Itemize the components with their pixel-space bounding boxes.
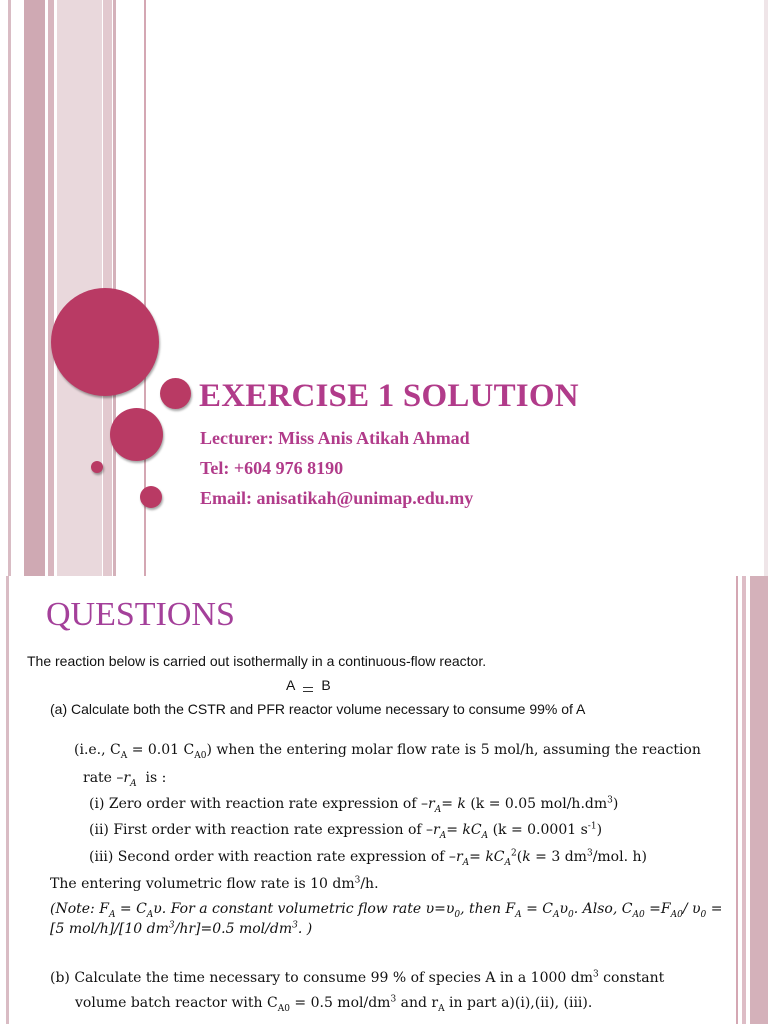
note-line2: [5 mol/h]/[10 $dm^3/hr]=0.5$ mol/$dm^3$. ): [50, 920, 313, 937]
question-b-line2: volume batch reactor with $C_{A0} = 0.5$ mol/$dm^3$ and $r_A$ in part a)(i),(ii), (iii).: [75, 994, 593, 1014]
decor-bar: [750, 576, 768, 1024]
question-a-line2: (i.e., $C_A = 0.01$ $C_{A0}$) when the entering molar flow rate is 5 mol/h, assuming the reaction: [74, 742, 701, 761]
decor-circle-dot: [91, 461, 103, 473]
questions-heading: QUESTIONS: [46, 596, 235, 633]
flow-rate-text: The entering volumetric flow rate is 10 $dm^3/h$.: [50, 875, 379, 892]
questions-slide: [0, 576, 768, 1024]
decor-bar: [8, 0, 11, 576]
decor-bar: [764, 0, 768, 576]
case-zero-order: (i) Zero order with reaction rate expression of $-r_A= k$ (k = 0.05 mol/$h.dm^3$): [89, 795, 619, 815]
reaction-equation: [286, 677, 331, 693]
decor-bar: [736, 576, 738, 1024]
question-a: (a) Calculate both the CSTR and PFR reactor volume necessary to consume 99% of A: [50, 701, 586, 717]
slide-title: EXERCISE 1 SOLUTION: [199, 378, 579, 414]
email-line: Email: anisatikah@unimap.edu.my: [200, 488, 474, 508]
decor-circle-medium: [110, 408, 163, 461]
decor-circle-small: [140, 486, 162, 508]
lecturer-line: Lecturer: Miss Anis Atikah Ahmad: [200, 428, 470, 448]
decor-circle-large: [51, 288, 159, 396]
case-second-order: (iii) Second order with reaction rate expression of $-r_A= kC_A^2(k = 3$ $dm^3$/mol. h): [89, 848, 647, 868]
note-line1: (Note: $F_A = C_A\upsilon$. For a constant volumetric flow rate $\upsilon=\upsilon_0$, then $F_A = C_A\upsilon_0$. Also, $C_{A0} =F_{A0}/$ $\upsilon_0$ =: [50, 901, 723, 920]
decor-bar: [24, 0, 45, 576]
decor-circle-small: [160, 378, 191, 409]
reactant: A: [286, 677, 296, 693]
question-b: (b) Calculate the time necessary to consume 99 % of species A in a 1000 $dm^3$ constant: [50, 969, 665, 986]
decor-bar: [742, 576, 746, 1024]
tel-line: Tel: +604 976 8190: [200, 458, 344, 478]
product: B: [321, 677, 331, 693]
reaction-arrow-icon: [303, 687, 313, 692]
decor-bar: [6, 576, 9, 1024]
question-a-line3: rate $-r_A$ is :: [83, 770, 167, 789]
intro-text: The reaction below is carried out isothermally in a continuous-flow reactor.: [27, 653, 487, 669]
case-first-order: (ii) First order with reaction rate expression of $-r_A= kC_A$ (k = 0.0001 $s^{-1}$): [89, 821, 603, 841]
decor-bar: [48, 0, 54, 576]
